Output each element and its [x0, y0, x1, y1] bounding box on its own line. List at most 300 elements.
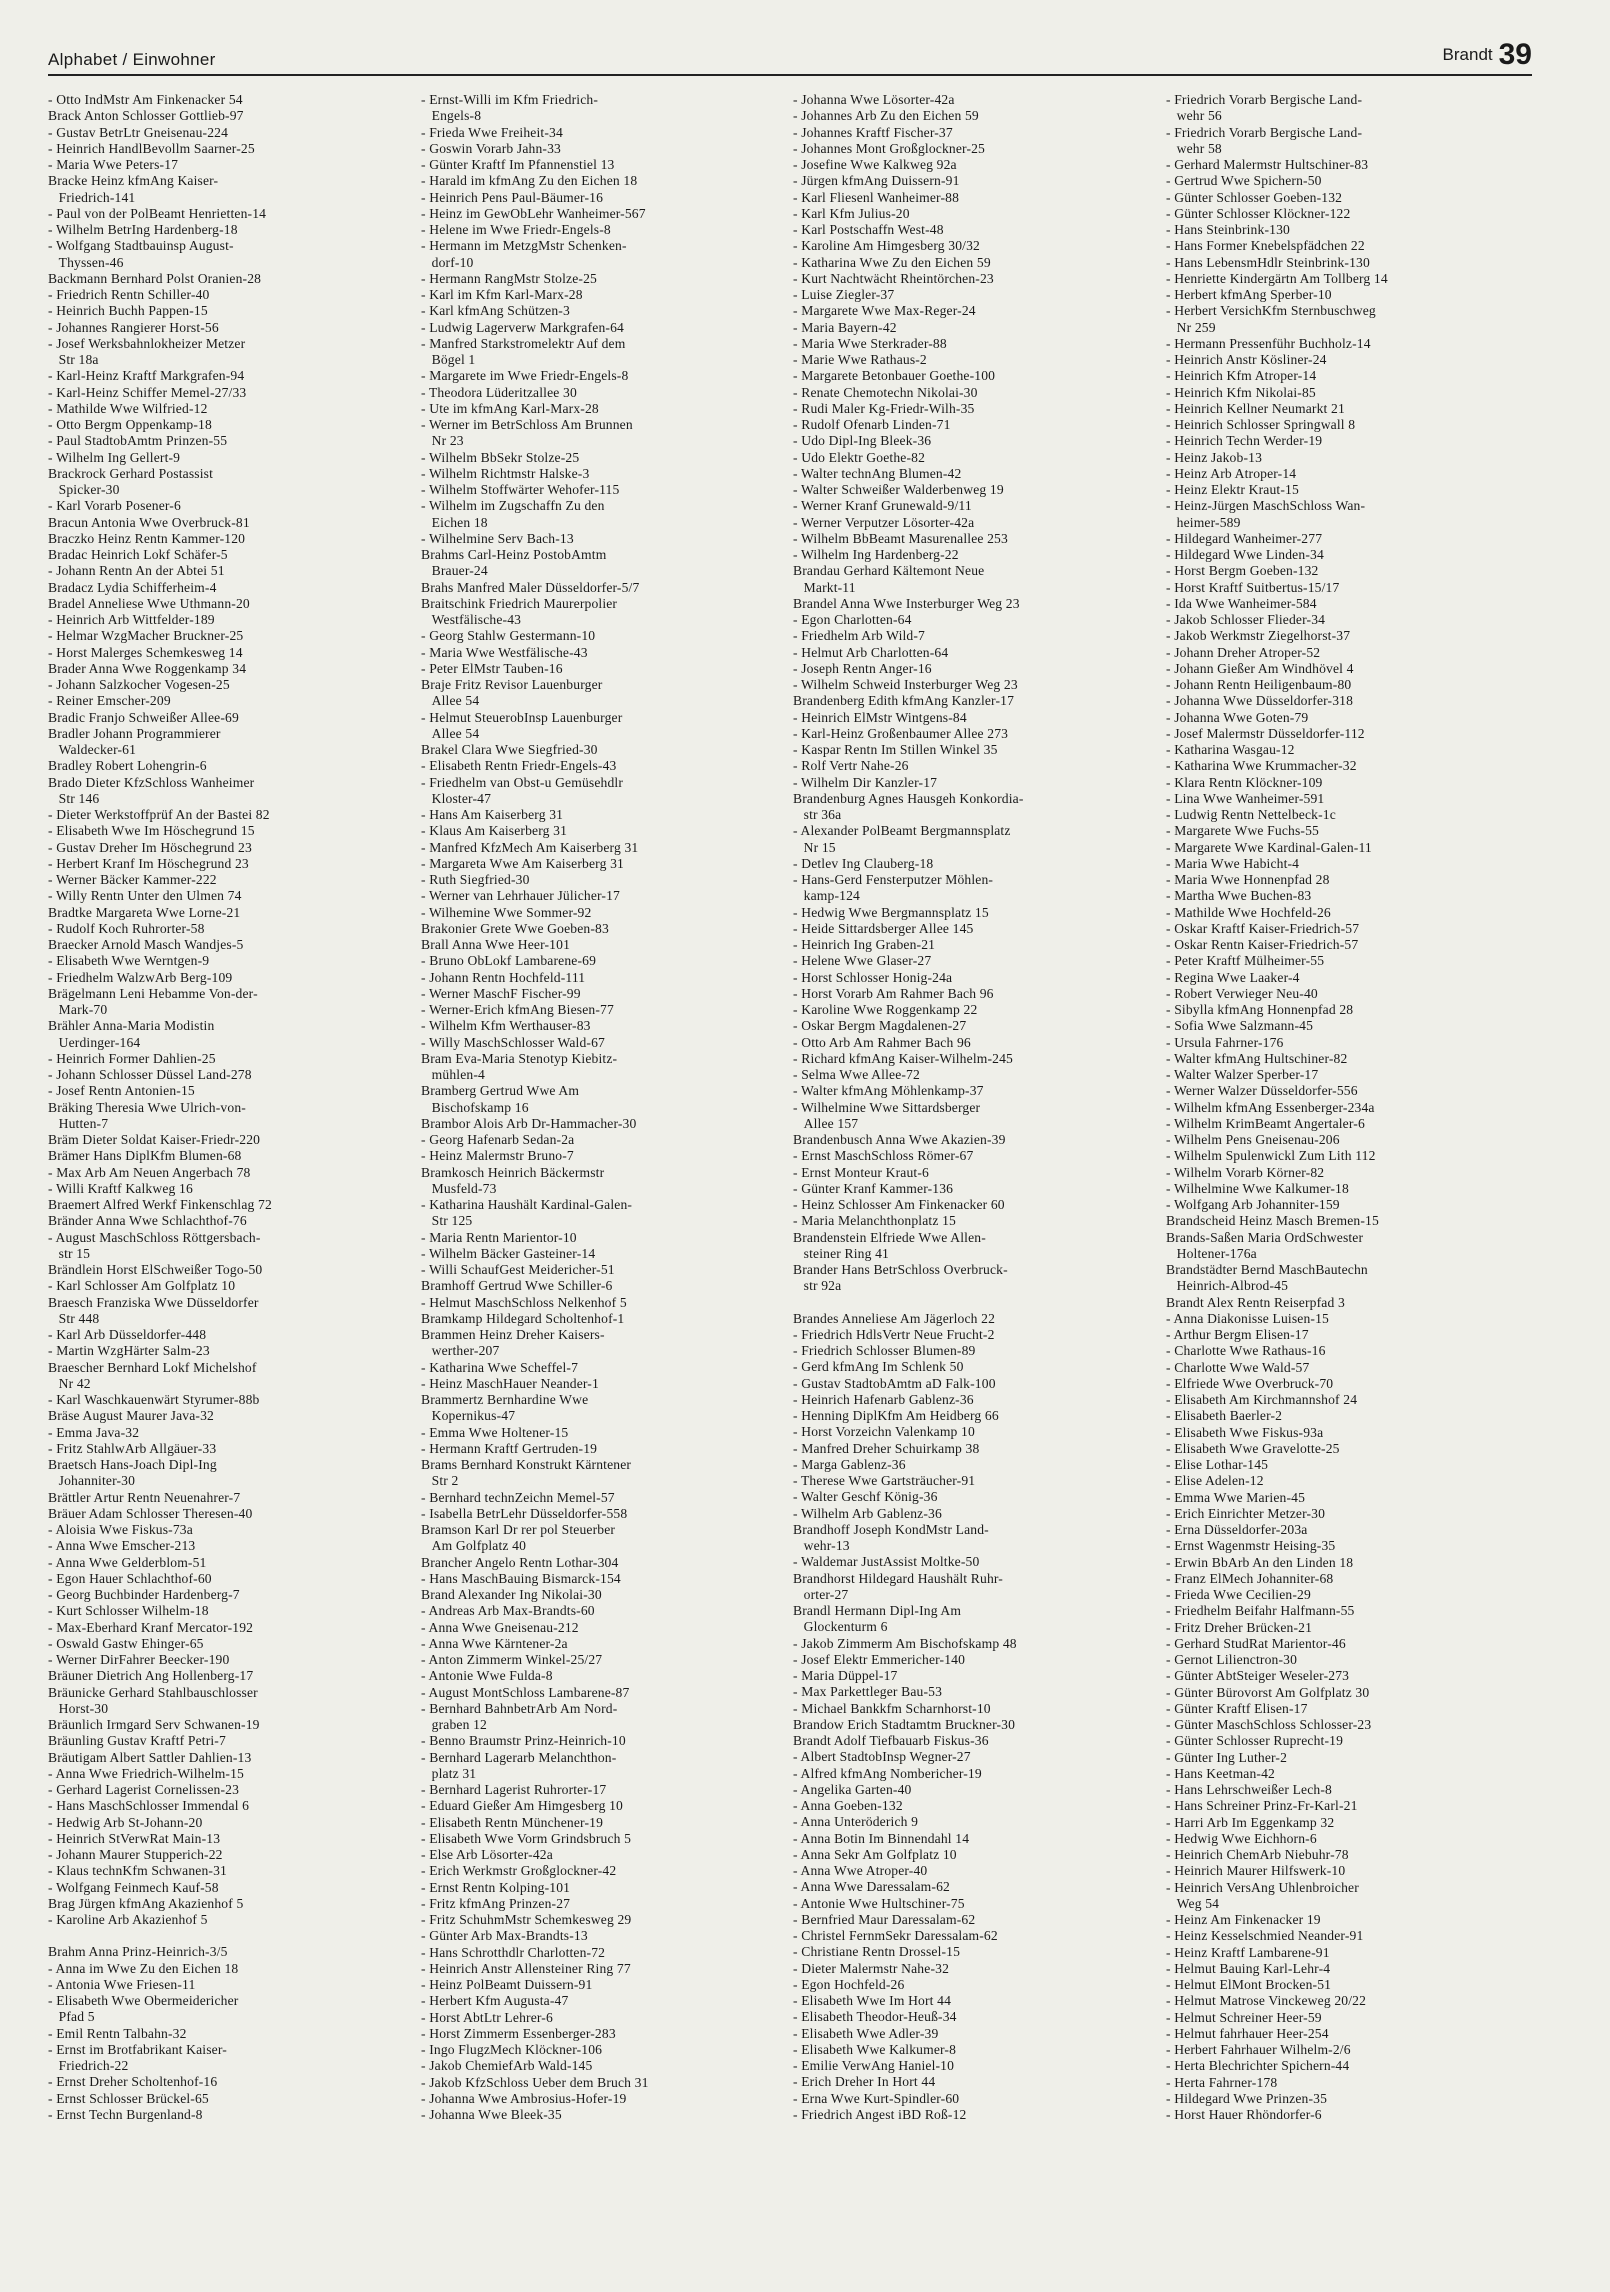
directory-entry-line: Johanniter-30 [48, 1473, 136, 1489]
directory-entry-line: - Fritz StahlwArb Allgäuer-33 [48, 1440, 217, 1456]
directory-entry-line: - Rolf Vertr Nahe-26 [793, 758, 909, 774]
directory-entry-line: - Michael Bankkfm Scharnhorst-10 [793, 1700, 991, 1716]
column-2 [421, 92, 766, 2262]
directory-entry-line: Pfad 5 [48, 2009, 95, 2025]
directory-entry-line: Bramhoff Gertrud Wwe Schiller-6 [421, 1278, 613, 1294]
directory-entry-line: - Ernst Rentn Kolping-101 [421, 1879, 571, 1895]
directory-entry-line: - Hans MaschBauing Bismarck-154 [421, 1570, 621, 1586]
directory-entry-line: - Walter kfmAng Möhlenkamp-37 [793, 1083, 984, 1099]
directory-entry-line: Brandau Gerhard Kältemont Neue [793, 563, 985, 579]
directory-entry-line: - Jakob Schlosser Flieder-34 [1166, 612, 1326, 627]
directory-entry-line: - Heinrich Kfm Nikolai-85 [1166, 384, 1316, 400]
directory-entry-line: - Johannes Arb Zu den Eichen 59 [793, 108, 979, 124]
directory-entry-line: graben 12 [421, 1717, 487, 1732]
directory-entry-line: - Ludwig Lagerverw Markgrafen-64 [421, 319, 624, 335]
directory-entry-line: - Wilhelm Ing Hardenberg-22 [793, 547, 959, 562]
directory-entry-line: Allee 157 [793, 1115, 859, 1131]
directory-entry-line: - Regina Wwe Laaker-4 [1166, 969, 1300, 985]
directory-entry-line: - Helene im Wwe Friedr-Engels-8 [421, 222, 611, 237]
directory-entry-line: - Johanna Wwe Ambrosius-Hofer-19 [421, 2090, 627, 2106]
directory-entry-line: Engels-8 [421, 108, 482, 124]
directory-entry-line: - Aloisia Wwe Fiskus-73a [48, 1522, 193, 1537]
directory-entry-line: - Johann Rentn An der Abtei 51 [48, 563, 225, 579]
directory-entry-line: - Heinz Jakob-13 [1166, 449, 1263, 465]
directory-entry-line: - Wilhelm BbBeamt Masurenallee 253 [793, 530, 1008, 546]
directory-entry-line: - Günter Kraftf Elisen-17 [1166, 1700, 1308, 1716]
directory-entry-line: - Günter Kranf Kammer-136 [793, 1180, 954, 1196]
directory-entry-line: - Walter Schweißer Walderbenweg 19 [793, 482, 1004, 497]
directory-entry-line: - Harri Arb Im Eggenkamp 32 [1166, 1814, 1335, 1830]
directory-entry-line: Bracke Heinz kfmAng Kaiser- [48, 173, 219, 189]
directory-entry-line: Bradic Franjo Schweißer Allee-69 [48, 709, 239, 725]
directory-entry-line: - Walter Walzer Sperber-17 [1166, 1067, 1319, 1082]
directory-entry-line: Brandes Anneliese Am Jägerloch 22 [793, 1310, 996, 1326]
directory-entry-line: Bradley Robert Lohengrin-6 [48, 758, 207, 774]
directory-entry-line: - Emilie VerwAng Haniel-10 [793, 2058, 955, 2073]
directory-entry-line: - Johann Rentn Hochfeld-111 [421, 969, 586, 985]
directory-entry-line: - Helmar WzgMacher Bruckner-25 [48, 628, 244, 644]
directory-entry-line: - Gerhard Lagerist Cornelissen-23 [48, 1782, 240, 1797]
directory-entry-line: Brakonier Grete Wwe Goeben-83 [421, 920, 609, 936]
directory-entry-line: - Günter Schlosser Ruprecht-19 [1166, 1733, 1344, 1749]
directory-entry-line: - Emma Wwe Holtener-15 [421, 1424, 569, 1440]
directory-entry-line: - Maria Wwe Peters-17 [48, 157, 179, 172]
directory-entry-line: - Martin WzgHärter Salm-23 [48, 1343, 210, 1359]
directory-entry-line: - Anna Sekr Am Golfplatz 10 [793, 1846, 957, 1862]
directory-entry-line: Bräunlich Irmgard Serv Schwanen-19 [48, 1717, 260, 1732]
directory-entry-line: - Wilhelm Dir Kanzler-17 [793, 774, 938, 790]
directory-entry-line: - Willi SchaufGest Meidericher-51 [421, 1262, 615, 1277]
directory-entry-line: - Detlev Ing Clauberg-18 [793, 855, 934, 871]
directory-entry-line: Horst-30 [48, 1700, 109, 1716]
directory-entry-line: - Ernst Techn Burgenland-8 [48, 2106, 203, 2122]
directory-entry-line: - Rudolf Koch Ruhrorter-58 [48, 920, 205, 936]
directory-entry-line: - Katharina Wwe Krummacher-32 [1166, 758, 1357, 774]
directory-entry-line: - Heinrich Kellner Neumarkt 21 [1166, 400, 1345, 416]
directory-entry-line: Allee 54 [421, 725, 480, 741]
directory-entry-line: - Jakob KfzSchloss Ueber dem Bruch 31 [421, 2074, 649, 2090]
directory-entry-line: Bögel 1 [421, 352, 476, 367]
directory-entry-line: - Heinz Kesselschmied Neander-91 [1166, 1928, 1364, 1944]
directory-entry-line: - Sofia Wwe Salzmann-45 [1166, 1018, 1314, 1034]
directory-entry-line: Brackrock Gerhard Postassist [48, 465, 214, 481]
directory-entry-line: orter-27 [793, 1586, 849, 1602]
directory-entry-line: - Emil Rentn Talbahn-32 [48, 2025, 187, 2041]
directory-entry-line: Brändlein Horst ElSchweißer Togo-50 [48, 1262, 263, 1277]
directory-entry-line: - Mathilde Wwe Wilfried-12 [48, 400, 208, 416]
directory-entry-line: - Rudolf Ofenarb Linden-71 [793, 417, 951, 432]
directory-entry-line: - Heinrich VersAng Uhlenbroicher [1166, 1879, 1359, 1895]
directory-entry-line: - Frieda Wwe Cecilien-29 [1166, 1587, 1311, 1602]
directory-entry-line: - Horst Schlosser Honig-24a [793, 969, 953, 985]
directory-entry-line: - Hans Keetman-42 [1166, 1765, 1275, 1781]
directory-entry-line: - Hans Steinbrink-130 [1166, 222, 1290, 237]
directory-entry-line: Bräuer Adam Schlosser Theresen-40 [48, 1505, 253, 1521]
directory-entry-line: - Marga Gablenz-36 [793, 1456, 906, 1472]
directory-entry-line: - Elisabeth Wwe Kalkumer-8 [793, 2041, 957, 2057]
directory-entry-line: - Dieter Malermstr Nahe-32 [793, 1960, 950, 1976]
directory-entry-line: Bramkamp Hildegard Scholtenhof-1 [421, 1310, 625, 1326]
directory-entry-line: - Elisabeth Wwe Adler-39 [793, 2025, 939, 2041]
directory-entry-line: Braescher Bernhard Lokf Michelshof [48, 1359, 257, 1375]
directory-entry-line: Bräutigam Albert Sattler Dahlien-13 [48, 1749, 252, 1765]
directory-entry-line: - Fritz SchuhmMstr Schemkesweg 29 [421, 1912, 632, 1927]
directory-entry-line: - Ida Wwe Wanheimer-584 [1166, 595, 1317, 611]
directory-entry-line: wehr 58 [1166, 140, 1222, 156]
directory-entry-line: - Robert Verwieger Neu-40 [1166, 985, 1318, 1001]
directory-entry-line: - Maria Wwe Sterkrader-88 [793, 335, 947, 351]
directory-entry-line: - Wilhelmine Wwe Sittardsberger [793, 1099, 981, 1115]
directory-entry-line: - Wolfgang Stadtbauinsp August- [48, 238, 234, 254]
directory-entry-line: Bräking Theresia Wwe Ulrich-von- [48, 1099, 246, 1115]
directory-entry-line: - Charlotte Wwe Wald-57 [1166, 1359, 1310, 1375]
directory-entry-line: - Otto Bergm Oppenkamp-18 [48, 417, 212, 432]
directory-entry-line: - Henriette Kindergärtn Am Tollberg 14 [1166, 270, 1388, 286]
directory-entry-line: - Alexander PolBeamt Bergmannsplatz [793, 823, 1011, 839]
directory-entry-line: - Johanna Wwe Düsseldorfer-318 [1166, 693, 1354, 709]
directory-entry-line: - Georg Buchbinder Hardenberg-7 [48, 1587, 240, 1602]
directory-entry-line: - Johann Salzkocher Vogesen-25 [48, 677, 230, 692]
directory-entry-line: - Hedwig Wwe Eichhorn-6 [1166, 1830, 1317, 1846]
directory-entry-line: - Günter Schlosser Klöckner-122 [1166, 205, 1351, 221]
directory-entry-line: - Wilhelmine Wwe Kalkumer-18 [1166, 1180, 1349, 1196]
directory-entry-line: - Karl im Kfm Karl-Marx-28 [421, 287, 583, 302]
directory-entry-line: - Fritz kfmAng Prinzen-27 [421, 1895, 571, 1911]
directory-entry-line: - Max Arb Am Neuen Angerbach 78 [48, 1164, 251, 1180]
directory-entry-line: Brahm Anna Prinz-Heinrich-3/5 [48, 1944, 228, 1960]
directory-entry-line: Brahms Carl-Heinz PostobAmtm [421, 547, 607, 562]
directory-entry-line: - Hans Schreiner Prinz-Fr-Karl-21 [1166, 1798, 1358, 1814]
directory-entry-line: - August MaschSchloss Röttgersbach- [48, 1229, 261, 1245]
directory-entry-line: Brättler Artur Rentn Neuenahrer-7 [48, 1489, 241, 1505]
directory-entry-line: - Elisabeth Theodor-Heuß-34 [793, 2009, 957, 2025]
directory-entry-line: - Wilhelm Spulenwickl Zum Lith 112 [1166, 1148, 1376, 1164]
directory-entry-line: Braczko Heinz Rentn Kammer-120 [48, 530, 246, 546]
directory-entry-line: Str 125 [421, 1213, 473, 1229]
directory-entry-line: Brandenbusch Anna Wwe Akazien-39 [793, 1132, 1006, 1147]
directory-entry-line: str 36a [793, 807, 842, 822]
directory-entry-line: str 15 [48, 1245, 91, 1261]
directory-entry-line: - Katharina Wwe Zu den Eichen 59 [793, 254, 991, 270]
directory-entry-line: - Elisabeth Wwe Vorm Grindsbruch 5 [421, 1830, 632, 1846]
directory-entry-line: - Johann Schlosser Düssel Land-278 [48, 1067, 252, 1082]
directory-entry-line: Brandenstein Elfriede Wwe Allen- [793, 1229, 986, 1245]
directory-entry-line: - Werner im BetrSchloss Am Brunnen [421, 417, 633, 432]
directory-entry-line: - Goswin Vorarb Jahn-33 [421, 140, 562, 156]
directory-entry-line: Heinrich-Albrod-45 [1166, 1278, 1289, 1294]
directory-entry-line: - Johanna Wwe Lösorter-42a [793, 92, 955, 107]
directory-entry-line: - Anna Wwe Kärntener-2a [421, 1635, 568, 1651]
directory-entry-line: - Heinrich Schlosser Springwall 8 [1166, 417, 1356, 432]
directory-entry-line: - Wilhelm Pens Gneisenau-206 [1166, 1132, 1340, 1147]
directory-entry-line: - Günter AbtSteiger Weseler-273 [1166, 1668, 1350, 1684]
page-header [48, 40, 1532, 76]
directory-entry-line: Bräunling Gustav Kraftf Petri-7 [48, 1733, 226, 1749]
directory-entry-line: Musfeld-73 [421, 1180, 497, 1196]
directory-entry-line: - Johann Maurer Stupperich-22 [48, 1847, 223, 1862]
directory-entry-line: Brandel Anna Wwe Insterburger Weg 23 [793, 595, 1020, 611]
directory-entry-line: - Theodora Lüderitzallee 30 [421, 384, 577, 400]
directory-entry-line: - Werner van Lehrhauer Jülicher-17 [421, 888, 620, 904]
directory-entry-line: - Karl-Heinz Großenbaumer Allee 273 [793, 725, 1009, 741]
directory-entry-line: - Werner Walzer Düsseldorfer-556 [1166, 1083, 1358, 1099]
directory-entry-line: - Elfriede Wwe Overbruck-70 [1166, 1375, 1334, 1391]
directory-entry-line: - Oskar Bergm Magdalenen-27 [793, 1018, 967, 1034]
directory-entry-line: - Helmut ElMont Brocken-51 [1166, 1977, 1332, 1992]
directory-entry-line: - Fritz Dreher Brücken-21 [1166, 1619, 1313, 1635]
directory-entry-line: Str 146 [48, 790, 100, 806]
directory-entry-line: - Maria Düppel-17 [793, 1668, 898, 1683]
directory-entry-line: - Herbert Kranf Im Höschegrund 23 [48, 855, 249, 871]
directory-entry-line: - Katharina Wasgau-12 [1166, 742, 1295, 757]
directory-entry-line: - Friedrich Schlosser Blumen-89 [793, 1343, 976, 1358]
directory-entry-line: Brandhorst Hildegard Haushält Ruhr- [793, 1570, 1003, 1586]
directory-entry-line: - Johanna Wwe Goten-79 [1166, 709, 1309, 725]
directory-entry-line: Westfälische-43 [421, 612, 522, 627]
directory-entry-line: Bischofskamp 16 [421, 1099, 529, 1115]
directory-entry-line: - Ingo FlugzMech Klöckner-106 [421, 2042, 603, 2057]
directory-entry-line: - Oswald Gastw Ehinger-65 [48, 1635, 204, 1651]
directory-entry-line: - Christiane Rentn Drossel-15 [793, 1944, 961, 1960]
directory-entry-line: Holtener-176a [1166, 1245, 1257, 1261]
directory-entry-line: - Willy Rentn Unter den Ulmen 74 [48, 888, 242, 904]
directory-entry-line: - Karl Postschaffn West-48 [793, 222, 944, 237]
directory-entry-line: - Bernhard technZeichn Memel-57 [421, 1489, 615, 1505]
directory-entry-line: - Gustav Dreher Im Höschegrund 23 [48, 839, 252, 855]
directory-entry-line: - Hermann im MetzgMstr Schenken- [421, 238, 627, 254]
directory-entry-line: - Werner-Erich kfmAng Biesen-77 [421, 1002, 614, 1017]
directory-entry-line: - Wilhelm Arb Gablenz-36 [793, 1505, 942, 1521]
directory-entry-line: - Max Parkettleger Bau-53 [793, 1684, 943, 1700]
directory-entry-line: - Elisabeth Wwe Im Hort 44 [793, 1993, 952, 2008]
directory-entry-line: - Herta Fahrner-178 [1166, 2074, 1278, 2090]
directory-entry-line: - Wilhelm im Zugschaffn Zu den [421, 498, 605, 514]
directory-entry-line: Bradac Heinrich Lokf Schäfer-5 [48, 547, 228, 562]
directory-entry-line: Brandt Adolf Tiefbauarb Fiskus-36 [793, 1733, 989, 1748]
directory-entry-line: dorf-10 [421, 254, 474, 270]
directory-entry-line: - Bruno ObLokf Lambarene-69 [421, 953, 597, 969]
directory-entry-line: Bram Eva-Maria Stenotyp Kiebitz- [421, 1050, 618, 1066]
directory-entry-line: Braetsch Hans-Joach Dipl-Ing [48, 1457, 217, 1472]
directory-entry-line: - Helmut Bauing Karl-Lehr-4 [1166, 1960, 1331, 1976]
directory-entry-line: - Günter Ing Luther-2 [1166, 1749, 1288, 1765]
directory-entry-line: - Karoline Am Himgesberg 30/32 [793, 238, 980, 254]
directory-entry-line: Bracun Antonia Wwe Overbruck-81 [48, 514, 250, 530]
directory-entry-line: - Emma Wwe Marien-45 [1166, 1489, 1306, 1505]
directory-entry-line: - Ludwig Rentn Nettelbeck-1c [1166, 807, 1336, 822]
directory-entry-line: - Anna Wwe Gneisenau-212 [421, 1619, 579, 1635]
directory-entry-line: - Hans Am Kaiserberg 31 [421, 807, 564, 822]
directory-entry-line: - Maria Wwe Habicht-4 [1166, 855, 1300, 871]
column-4 [1166, 92, 1511, 2262]
directory-entry-line: - Erwin BbArb An den Linden 18 [1166, 1554, 1354, 1570]
directory-entry-line: - Anna Wwe Daressalam-62 [793, 1879, 950, 1895]
directory-entry-line: Hutten-7 [48, 1115, 109, 1131]
directory-entry-line: - Anna im Wwe Zu den Eichen 18 [48, 1960, 239, 1976]
directory-entry-line: - Georg Stahlw Gestermann-10 [421, 628, 596, 644]
directory-entry-line: - Hans Former Knebelspfädchen 22 [1166, 238, 1365, 254]
directory-entry-line: - Erich Werkmstr Großglockner-42 [421, 1863, 617, 1879]
directory-entry-line: - Johannes Mont Großglockner-25 [793, 140, 986, 156]
directory-entry-line: - Anna Wwe Emscher-213 [48, 1538, 196, 1554]
directory-entry-line: Am Golfplatz 40 [421, 1538, 527, 1554]
directory-entry-line: - Karl-Heinz Kraftf Markgrafen-94 [48, 368, 245, 384]
directory-entry-line: - Josef Werksbahnlokheizer Metzer [48, 335, 246, 351]
directory-entry-line: - Heinz Am Finkenacker 19 [1166, 1912, 1321, 1927]
directory-entry-line: Bramberg Gertrud Wwe Am [421, 1083, 580, 1099]
directory-entry-line: - Friedhelm Beifahr Halfmann-55 [1166, 1603, 1355, 1619]
directory-entry-line: - Arthur Bergm Elisen-17 [1166, 1327, 1309, 1342]
directory-entry-line: - Charlotte Wwe Rathaus-16 [1166, 1343, 1326, 1359]
directory-entry-line: - Hermann RangMstr Stolze-25 [421, 270, 597, 286]
directory-entry-line: - Ruth Siegfried-30 [421, 872, 530, 887]
directory-entry-line: - Otto IndMstr Am Finkenacker 54 [48, 92, 243, 107]
directory-entry-line: - Bernhard BahnbetrArb Am Nord- [421, 1700, 618, 1716]
directory-entry-line: - Gerhard StudRat Marientor-46 [1166, 1635, 1346, 1651]
directory-entry-line: Str 448 [48, 1310, 100, 1326]
directory-entry-line: Brägelmann Leni Hebamme Von-der- [48, 985, 258, 1001]
directory-entry-line: - Katharina Wwe Scheffel-7 [421, 1359, 579, 1375]
directory-entry-line: - Anna Unteröderich 9 [793, 1814, 919, 1830]
directory-entry-line: - Wilhelm BetrIng Hardenberg-18 [48, 222, 238, 237]
directory-entry-line: - Andreas Arb Max-Brandts-60 [421, 1603, 595, 1619]
directory-entry-line: - Günter Bürovorst Am Golfplatz 30 [1166, 1684, 1370, 1700]
directory-entry-line: - Luise Ziegler-37 [793, 287, 895, 302]
directory-entry-line: Friedrich-141 [48, 189, 136, 205]
directory-entry-line: - Anna Goeben-132 [793, 1798, 903, 1813]
directory-entry-line: - Karoline Arb Akazienhof 5 [48, 1912, 208, 1927]
directory-entry-line: - Karl Arb Düsseldorfer-448 [48, 1327, 207, 1342]
directory-entry-line: - Werner DirFahrer Beecker-190 [48, 1652, 230, 1667]
directory-entry-line: - Herbert VersichKfm Sternbuschweg [1166, 303, 1376, 319]
directory-entry-line: - Horst Bergm Goeben-132 [1166, 563, 1319, 579]
directory-entry-line: Str 2 [421, 1473, 459, 1489]
directory-entry-line: - Margareta Wwe Am Kaiserberg 31 [421, 855, 624, 871]
directory-entry-line: - Hans MaschSchlosser Immendal 6 [48, 1798, 250, 1814]
directory-entry-line: - Alfred kfmAng Nombericher-19 [793, 1765, 982, 1781]
directory-entry-line: - Maria Bayern-42 [793, 319, 897, 335]
directory-entry-line: Brado Dieter KfzSchloss Wanheimer [48, 774, 255, 790]
directory-entry-line: - Josef Malermstr Düsseldorfer-112 [1166, 725, 1365, 741]
directory-entry-line: Bradtke Margareta Wwe Lorne-21 [48, 904, 241, 920]
directory-entry-line: Thyssen-46 [48, 254, 124, 270]
directory-entry-line: - Friedhelm Arb Wild-7 [793, 628, 926, 644]
directory-entry-line: - Hermann Kraftf Gertruden-19 [421, 1440, 598, 1456]
directory-entry-line: - Hermann Pressenführ Buchholz-14 [1166, 335, 1371, 351]
directory-entry-line: - Waldemar JustAssist Moltke-50 [793, 1554, 980, 1570]
directory-entry-line: werther-207 [421, 1343, 500, 1359]
directory-entry-line: - Willy MaschSchlosser Wald-67 [421, 1034, 605, 1050]
directory-entry-line: - Herbert kfmAng Sperber-10 [1166, 287, 1332, 302]
directory-entry-line: - Manfred Dreher Schuirkamp 38 [793, 1440, 980, 1456]
directory-entry-line: - Johannes Rangierer Horst-56 [48, 319, 219, 335]
directory-entry-line: Markt-11 [793, 579, 856, 595]
directory-entry-line: - Elisabeth Rentn Friedr-Engels-43 [421, 758, 617, 774]
directory-entry-line: mühlen-4 [421, 1067, 485, 1082]
directory-entry-line: - Bernhard Lagerarb Melanchthon- [421, 1749, 617, 1765]
directory-entry-line: - Walter kfmAng Hultschiner-82 [1166, 1050, 1348, 1066]
directory-entry-line: Brack Anton Schlosser Gottlieb-97 [48, 108, 244, 124]
directory-entry-line: - Wilhelmine Serv Bach-13 [421, 530, 574, 546]
directory-entry-line: Nr 259 [1166, 319, 1216, 335]
directory-entry-line: - Gustav StadtobAmtm aD Falk-100 [793, 1375, 996, 1391]
directory-entry-line: - Wilhelm kfmAng Essenberger-234a [1166, 1099, 1375, 1115]
directory-entry-line: - Bernfried Maur Daressalam-62 [793, 1911, 976, 1927]
directory-entry-line: - Klaus Am Kaiserberg 31 [421, 823, 568, 839]
directory-entry-line: - Günter Arb Max-Brandts-13 [421, 1928, 588, 1944]
directory-entry-line: - Heinz Elektr Kraut-15 [1166, 482, 1299, 497]
directory-entry-line: Brandenburg Agnes Hausgeh Konkordia- [793, 790, 1024, 806]
directory-entry-line: Brandhoff Joseph KondMstr Land- [793, 1521, 989, 1537]
directory-entry-line: - Ernst Schlosser Brückel-65 [48, 2090, 209, 2106]
directory-entry-line: - Martha Wwe Buchen-83 [1166, 888, 1312, 904]
directory-entry-line: - Friedhelm van Obst-u Gemüsehdlr [421, 774, 624, 790]
directory-entry-line: - Angelika Garten-40 [793, 1781, 912, 1797]
directory-entry-line: kamp-124 [793, 888, 860, 904]
directory-entry-line: - Elise Lothar-145 [1166, 1457, 1269, 1472]
directory-entry-line: - Anna Botin Im Binnendahl 14 [793, 1830, 970, 1846]
directory-entry-line: - Heinz Kraftf Lambarene-91 [1166, 1944, 1330, 1960]
directory-entry-line: - Gernot Lilienctron-30 [1166, 1652, 1298, 1667]
directory-entry-line: Braitschink Friedrich Maurerpolier [421, 595, 618, 611]
directory-entry-line: - Margarete Wwe Max-Reger-24 [793, 303, 976, 319]
directory-entry-line: - Anna Diakonisse Luisen-15 [1166, 1310, 1329, 1326]
directory-entry-line: Braje Fritz Revisor Lauenburger [421, 677, 603, 692]
directory-entry-line: - Heinz-Jürgen MaschSchloss Wan- [1166, 498, 1366, 514]
directory-entry-line: - Wilhemine Wwe Sommer-92 [421, 904, 592, 920]
directory-entry-line: - Erich Einrichter Metzer-30 [1166, 1505, 1326, 1521]
directory-entry-line: Brall Anna Wwe Heer-101 [421, 937, 571, 952]
directory-entry-line: - Werner Bäcker Kammer-222 [48, 872, 217, 887]
directory-entry-line: - Heide Sittardsberger Allee 145 [793, 920, 974, 936]
directory-entry-line: str 92a [793, 1278, 842, 1294]
directory-entry-line: - Frieda Wwe Freiheit-34 [421, 124, 563, 140]
directory-entry-line: - Kurt Schlosser Wilhelm-18 [48, 1603, 209, 1619]
directory-entry-line: - Helmut fahrhauer Heer-254 [1166, 2025, 1329, 2041]
directory-entry-line: Brammertz Bernhardine Wwe [421, 1392, 589, 1407]
directory-entry-line: - Wilhelm Richtmstr Halske-3 [421, 465, 590, 481]
directory-entry-line: wehr 56 [1166, 108, 1222, 124]
directory-entry-line: - Joseph Rentn Anger-16 [793, 660, 932, 676]
directory-entry-line: platz 31 [421, 1765, 477, 1781]
directory-entry-line: - Friedrich HdlsVertr Neue Frucht-2 [793, 1326, 995, 1342]
directory-entry-line: - Wilhelm Bäcker Gasteiner-14 [421, 1245, 596, 1261]
directory-entry-line: - Isabella BetrLehr Düsseldorfer-558 [421, 1505, 628, 1521]
directory-entry-line: - Horst Malerges Schemkesweg 14 [48, 644, 243, 660]
directory-entry-line: - Heinrich Buchh Pappen-15 [48, 303, 208, 319]
directory-entry-line: - Karl Fliesenl Wanheimer-88 [793, 189, 960, 205]
directory-entry-line: - Walter technAng Blumen-42 [793, 465, 962, 481]
directory-entry-line: Str 18a [48, 352, 99, 367]
directory-entry-line: - Wilhelm Vorarb Körner-82 [1166, 1164, 1325, 1180]
directory-entry-line: - Emma Java-32 [48, 1424, 140, 1440]
directory-entry-line: - Heinz PolBeamt Duissern-91 [421, 1977, 593, 1992]
directory-entry-line: - Anna Wwe Friedrich-Wilhelm-15 [48, 1765, 244, 1781]
directory-entry-line: - Heinrich ChemArb Niebuhr-78 [1166, 1847, 1349, 1862]
directory-entry-line: Waldecker-61 [48, 742, 137, 757]
directory-entry-line: - Heinz Arb Atroper-14 [1166, 465, 1297, 481]
directory-entry-line: Backmann Bernhard Polst Oranien-28 [48, 270, 262, 286]
directory-entry-line: Kloster-47 [421, 790, 492, 806]
directory-entry-line: - Christel FernmSekr Daressalam-62 [793, 1928, 998, 1943]
directory-entry-line: - Horst Hauer Rhöndorfer-6 [1166, 2107, 1322, 2122]
directory-entry-line: - Elisabeth Wwe Fiskus-93a [1166, 1424, 1324, 1440]
directory-entry-line: - Dieter Werkstoffprüf An der Bastei 82 [48, 807, 270, 822]
directory-entry-line: - Horst Zimmerm Essenberger-283 [421, 2025, 616, 2041]
directory-entry-line: - Heinz im GewObLehr Wanheimer-567 [421, 205, 646, 221]
directory-entry-line: Nr 23 [421, 433, 464, 449]
section-title: Alphabet / Einwohner [48, 50, 216, 69]
